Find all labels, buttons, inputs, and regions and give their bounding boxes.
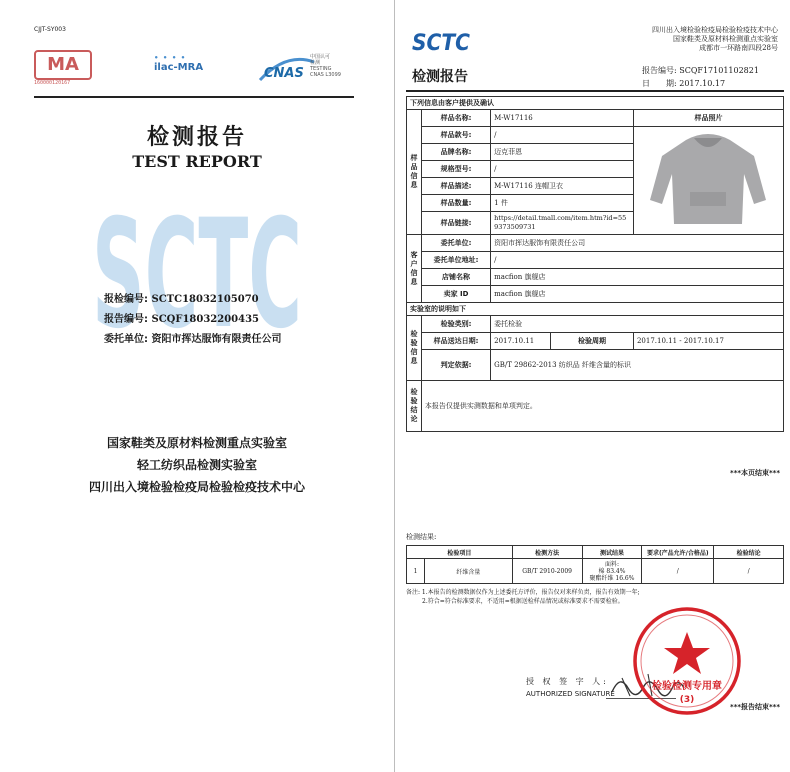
results-table <box>406 545 784 584</box>
hoodie-photo-icon <box>634 130 782 230</box>
sample-value-5: 1 件 <box>491 195 634 212</box>
sample-value-1: / <box>491 127 634 144</box>
sample-side-label: 样 品 信 息 <box>407 110 422 235</box>
page-end-marker: ***本页结束*** <box>730 469 780 477</box>
doc-code: CJJT-SY003 <box>34 26 66 33</box>
test-type-label: 检验类别: <box>421 316 490 333</box>
notes: 备注: 1.本报告的检测数据仅作为上述委托方评价，报告仅对来样负责，报告有效期一年; 2.符合=符合标准要求，不适用=根据送检样品情况或标准要求不需要检验。 <box>406 589 640 605</box>
sample-label-3: 规格型号: <box>421 161 490 178</box>
watermark-text: SCTC <box>92 208 302 338</box>
svg-text:(3): (3) <box>679 695 695 705</box>
test-side-label: 检 验 信 息 <box>407 316 422 381</box>
sample-label-5: 样品数量: <box>421 195 490 212</box>
cnas-logo-icon: CNAS 中国认可 检测 TESTING CNAS L3099 <box>256 52 342 88</box>
result-requirement: / <box>642 559 714 584</box>
sample-label-0: 样品名称: <box>421 110 490 127</box>
results-header-req: 要求(产品允许/合格品) <box>642 546 714 559</box>
period-label: 检验周期 <box>550 333 633 350</box>
client-label-1: 委托单位地址: <box>421 252 490 269</box>
sample-value-2: 迈克菲恩 <box>491 144 634 161</box>
section-lab: 实验室的说明如下 <box>407 303 784 316</box>
report-number-block: 报告编号: SCQF17101102821 日 期: 2017.10.17 <box>642 66 759 88</box>
lab-name-1: 国家鞋类及原材料检测重点实验室 <box>106 436 287 450</box>
received-label: 样品送达日期: <box>421 333 490 350</box>
client-label-3: 卖家 ID <box>421 286 490 303</box>
result-item: 纤维含量 <box>424 559 512 584</box>
sample-value-3: / <box>491 161 634 178</box>
report-page <box>396 0 790 772</box>
ilac-logo-icon: • • • • ilac-MRA <box>154 54 204 73</box>
title-cn: 检测报告 <box>146 124 247 150</box>
lab-name-2: 轻工纺织品检测实验室 <box>136 458 257 472</box>
sample-label-2: 品牌名称: <box>421 144 490 161</box>
sample-value-4: M-W17116 连帽卫衣 <box>491 178 634 195</box>
sign-label-en: AUTHORIZED SIGNATURE <box>526 690 615 698</box>
test-type: 委托检验 <box>491 316 784 333</box>
section-client-provided: 下列信息由客户提供及确认 <box>407 97 784 110</box>
sample-label-4: 样品描述: <box>421 178 490 195</box>
report-end-marker: ***报告结束*** <box>730 703 780 711</box>
sctc-logo-icon <box>412 30 472 54</box>
received-date: 2017.10.11 <box>491 333 551 350</box>
client-side-label: 客 户 信 息 <box>407 235 422 303</box>
client-label-2: 店铺名称 <box>421 269 490 286</box>
results-header-method: 检测方法 <box>512 546 582 559</box>
results-header-item: 检验项目 <box>407 546 513 559</box>
results-header-result: 测试结果 <box>582 546 642 559</box>
result-conclusion: / <box>714 559 784 584</box>
sample-label-6: 样品链接: <box>421 212 490 235</box>
test-period: 2017.10.11 - 2017.10.17 <box>633 333 783 350</box>
sign-label-cn: 授 权 签 字 人: <box>526 677 609 686</box>
ma-logo-icon: MA <box>34 50 92 80</box>
report-id-line: 报告编号: SCQF18032200435 <box>104 314 260 325</box>
page-divider <box>394 0 395 772</box>
results-label: 检测结果: <box>406 533 437 541</box>
ma-number: 160000120167 <box>34 80 71 86</box>
report-heading: 检测报告 <box>412 69 468 85</box>
result-no: 1 <box>407 559 425 584</box>
result-method: GB/T 2910-2009 <box>512 559 582 584</box>
cnas-sub: 中国认可 检测 TESTING CNAS L3099 <box>310 54 341 78</box>
client-line: 委托单位: 资阳市挥达服饰有限责任公司 <box>104 334 282 345</box>
report-table <box>406 96 784 432</box>
photo-label: 样品照片 <box>633 110 783 127</box>
svg-text:检验检测专用章: 检验检测专用章 <box>652 681 722 692</box>
basis: GB/T 29862-2013 纺织品 纤维含量的标识 <box>491 350 784 381</box>
client-value-0: 资阳市挥达服饰有限责任公司 <box>491 235 784 252</box>
client-value-3: macfion 旗舰店 <box>491 286 784 303</box>
result-value: 面料: 棉 83.4% 聚酯纤维 16.6% <box>582 559 642 584</box>
conclusion: 本报告仅提供实测数据和单项判定。 <box>421 381 783 432</box>
client-value-2: macfion 旗舰店 <box>491 269 784 286</box>
cover-page <box>0 0 394 772</box>
header-rule <box>34 96 354 98</box>
sample-photo <box>633 127 783 235</box>
client-label-0: 委托单位: <box>421 235 490 252</box>
client-value-1: / <box>491 252 784 269</box>
sample-link[interactable]: https://detail.tmall.com/item.htm?id=559373509731 <box>491 212 634 235</box>
sample-value-0: M-W17116 <box>491 110 634 127</box>
org-header: 四川出入境检验检疫局检验检疫技术中心 国家鞋类及原材料检测重点实验室 成都市一环路南四段28号 <box>652 26 778 52</box>
official-seal-icon <box>632 606 742 716</box>
svg-text:SCTC: SCTC <box>412 31 470 54</box>
accreditation-logos <box>34 46 354 92</box>
lab-name-3: 四川出入境检验检疫局检验检疫技术中心 <box>88 480 305 494</box>
report-rule <box>406 90 784 92</box>
title-en: TEST REPORT <box>132 152 262 171</box>
basis-label: 判定依据: <box>421 350 490 381</box>
sample-label-1: 样品款号: <box>421 127 490 144</box>
report-no-line: 报检编号: SCTC18032105070 <box>104 294 259 305</box>
results-header-conclusion: 检验结论 <box>714 546 784 559</box>
conclusion-side-label: 检 验 结 论 <box>407 381 422 432</box>
